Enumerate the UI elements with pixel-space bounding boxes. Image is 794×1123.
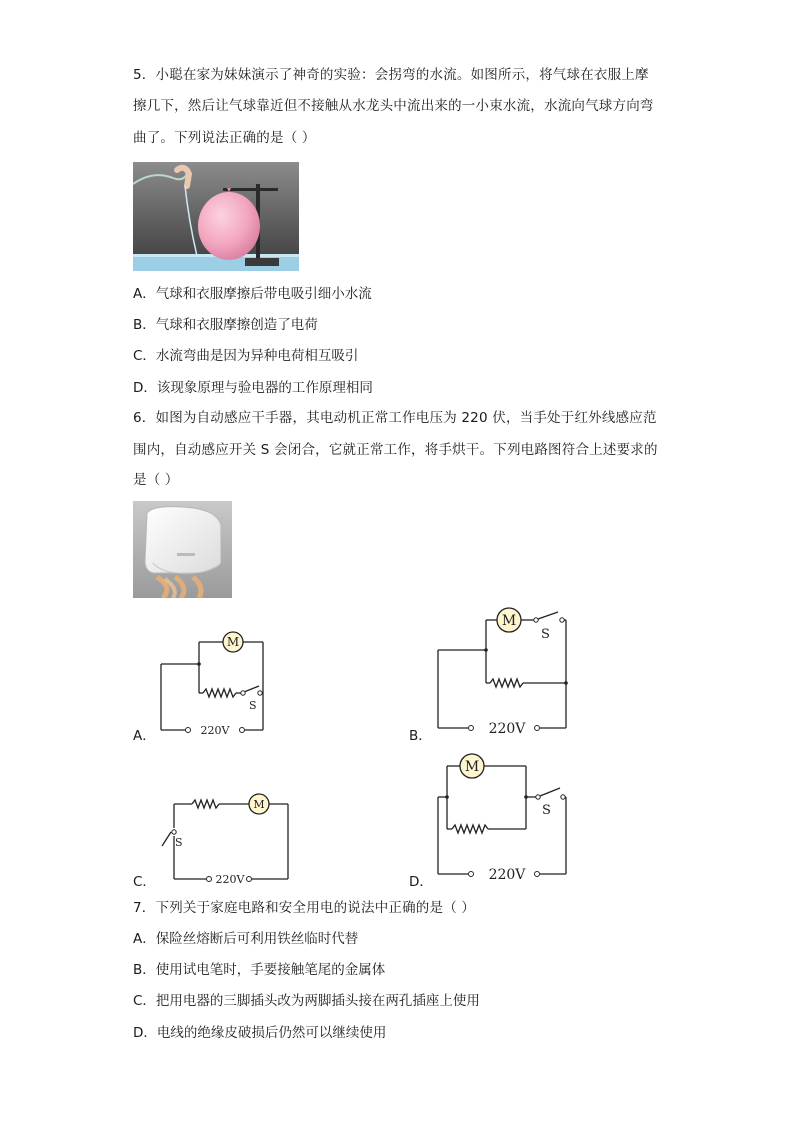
circuit-b-voltage-label: 220V (488, 721, 526, 737)
q5-stem-line-1: 5．小聪在家为妹妹演示了神奇的实验：会拐弯的水流。如图所示，将气球在衣服上摩 (133, 67, 649, 83)
circuit-b-label: B． (409, 728, 432, 744)
q7-option-b[interactable]: B．使用试电笔时，手要接触笔尾的金属体 (133, 962, 386, 978)
circuit-a-label: A． (133, 728, 156, 744)
circuit-a-voltage-label: 220V (200, 724, 230, 737)
q6-stem-line-2: 围内，自动感应开关 S 会闭合，它就正常工作，将手烘干。下列电路图符合上述要求的 (133, 442, 658, 458)
circuit-d-diagram (430, 752, 580, 890)
q6-stem-line-1: 6．如图为自动感应干手器，其电动机正常工作电压为 220 伏，当手处于红外线感应范 (133, 410, 657, 426)
circuit-a-switch-label: S (249, 699, 257, 712)
balloon-water-photo (133, 162, 299, 271)
q5-option-d[interactable]: D．该现象原理与验电器的工作原理相同 (133, 380, 373, 396)
circuit-c-voltage-label: 220V (215, 873, 245, 886)
circuit-d-switch-label: S (542, 803, 551, 818)
q7-option-c[interactable]: C．把用电器的三脚插头改为两脚插头接在两孔插座上使用 (133, 993, 480, 1009)
circuit-c-switch-label: S (175, 836, 183, 849)
q7-option-d[interactable]: D．电线的绝缘皮破损后仍然可以继续使用 (133, 1025, 387, 1041)
circuit-d-voltage-label: 220V (488, 867, 526, 883)
circuit-c-motor-label: M (253, 798, 265, 811)
q5-stem-line-2: 擦几下，然后让气球靠近但不接触从水龙头中流出来的一小束水流，水流向气球方向弯 (133, 98, 654, 114)
hand-dryer-photo (133, 501, 232, 598)
circuit-option-b[interactable] (430, 600, 580, 745)
q5-stem-line-3: 曲了。下列说法正确的是（ ） (133, 130, 316, 146)
circuit-a-motor-label: M (226, 635, 240, 649)
circuit-d-label: D． (409, 874, 433, 890)
circuit-b-diagram (430, 600, 580, 745)
circuit-option-d[interactable] (430, 752, 580, 890)
q5-option-c[interactable]: C．水流弯曲是因为异种电荷相互吸引 (133, 348, 359, 364)
q5-option-a[interactable]: A．气球和衣服摩擦后带电吸引细小水流 (133, 286, 372, 302)
circuit-b-motor-label: M (501, 613, 517, 629)
circuit-option-c[interactable] (150, 790, 295, 890)
q7-option-a[interactable]: A．保险丝熔断后可利用铁丝临时代替 (133, 931, 359, 947)
circuit-d-motor-label: M (464, 759, 480, 775)
q7-stem: 7．下列关于家庭电路和安全用电的说法中正确的是（ ） (133, 900, 476, 916)
circuit-c-label: C． (133, 874, 156, 890)
q5-option-b[interactable]: B．气球和衣服摩擦创造了电荷 (133, 317, 318, 333)
circuit-c-diagram (150, 790, 295, 890)
q6-stem-line-3: 是（ ） (133, 472, 179, 488)
circuit-b-switch-label: S (541, 627, 550, 642)
